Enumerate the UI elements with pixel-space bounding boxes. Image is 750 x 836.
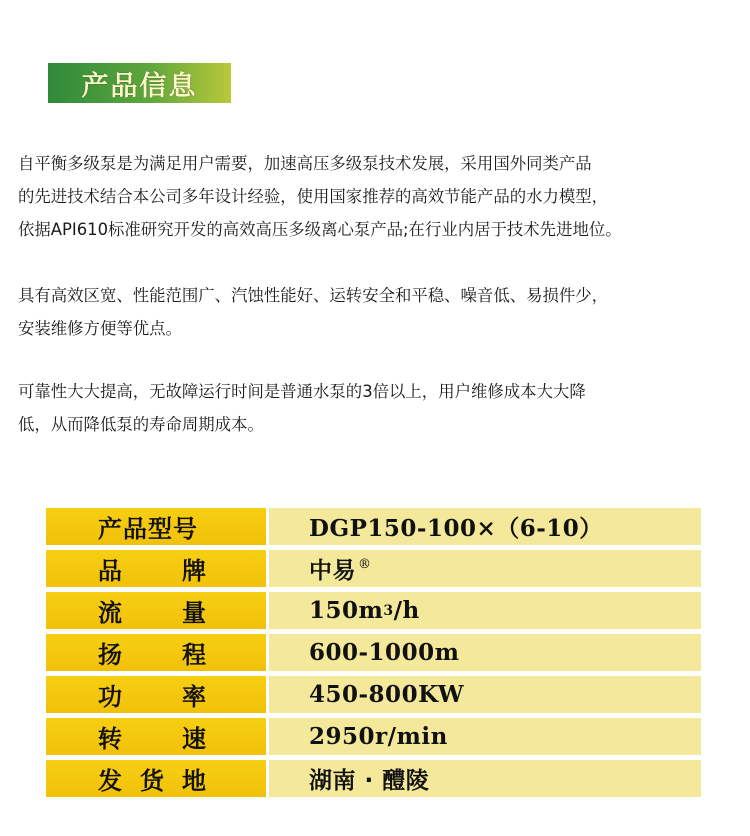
spec-row-origin [46,760,701,797]
spec-label-char: 发 [98,767,122,795]
spec-table [46,508,701,802]
paragraph-line: 安装维修方便等优点。 [18,319,182,338]
spec-label [98,634,206,671]
spec-label-cell [46,634,266,671]
spec-row-model [46,508,701,545]
spec-value-cell [269,676,701,713]
spec-label-char: 货 [140,767,164,795]
reliability-paragraph [18,375,743,441]
spec-label-char: 程 [182,641,206,669]
spec-value: 2950r/min [309,723,448,750]
spec-value-cell [269,634,701,671]
spec-row-power [46,676,701,713]
section-title: 产品信息 [81,70,198,102]
spec-label-cell [46,718,266,755]
spec-value: 600-1000m [309,639,460,666]
spec-label-char: 品 [98,557,122,585]
paragraph-line: 自平衡多级泵是为满足用户需要，加速高压多级泵技术发展，采用国外同类产品 [18,154,592,173]
spec-value: 450-800KW [309,681,465,708]
spec-label-cell [46,676,266,713]
spec-row-brand [46,550,701,587]
spec-value-cell [269,508,701,545]
spec-label-char: 流 [98,599,122,627]
spec-label-cell [46,760,266,797]
paragraph-line: 依据API610标准研究开发的高效高压多级离心泵产品;在行业内居于技术先进地位。 [18,220,622,239]
spec-label-char: 地 [182,767,206,795]
spec-value [309,550,691,587]
flow-number: 150m [309,597,384,624]
flow-exponent: 3 [383,602,394,619]
spec-value [309,592,691,629]
spec-row-head [46,634,701,671]
spec-label-char: 扬 [98,641,122,669]
paragraph-line: 的先进技术结合本公司多年设计经验，使用国家推荐的高效节能产品的水力模型， [18,187,609,206]
spec-label [98,550,206,587]
spec-row-flow [46,592,701,629]
spec-value-cell [269,592,701,629]
spec-label [98,676,206,713]
spec-label [98,718,206,755]
spec-label-char: 转 [98,725,122,753]
section-title-bar [48,63,231,103]
spec-label-char: 量 [182,599,206,627]
spec-value: 湖南 · 醴陵 [309,768,430,794]
spec-label-char: 率 [182,683,206,711]
spec-label: 产品型号 [98,515,198,543]
spec-value-cell [269,760,701,797]
brand-name: 中易 [309,558,356,584]
flow-unit: /h [393,597,420,624]
spec-value-cell [269,718,701,755]
spec-label-cell [46,508,266,545]
spec-row-speed [46,718,701,755]
features-paragraph [18,279,743,345]
paragraph-line: 可靠性大大提高，无故障运行时间是普通水泵的3倍以上，用户维修成本大大降 [18,382,586,401]
spec-label-cell [46,550,266,587]
intro-paragraph [18,147,743,246]
spec-label-cell [46,592,266,629]
spec-label [98,760,206,797]
spec-label-char: 功 [98,683,122,711]
spec-value: DGP150-100×（6-10） [309,515,603,542]
spec-label-char: 速 [182,725,206,753]
spec-label-char: 牌 [182,557,206,585]
registered-mark: ® [358,557,372,572]
spec-value-cell [269,550,701,587]
spec-label [98,592,206,629]
paragraph-line: 具有高效区宽、性能范围广、汽蚀性能好、运转安全和平稳、噪音低、易损件少， [18,286,609,305]
paragraph-line: 低，从而降低泵的寿命周期成本。 [18,415,264,434]
